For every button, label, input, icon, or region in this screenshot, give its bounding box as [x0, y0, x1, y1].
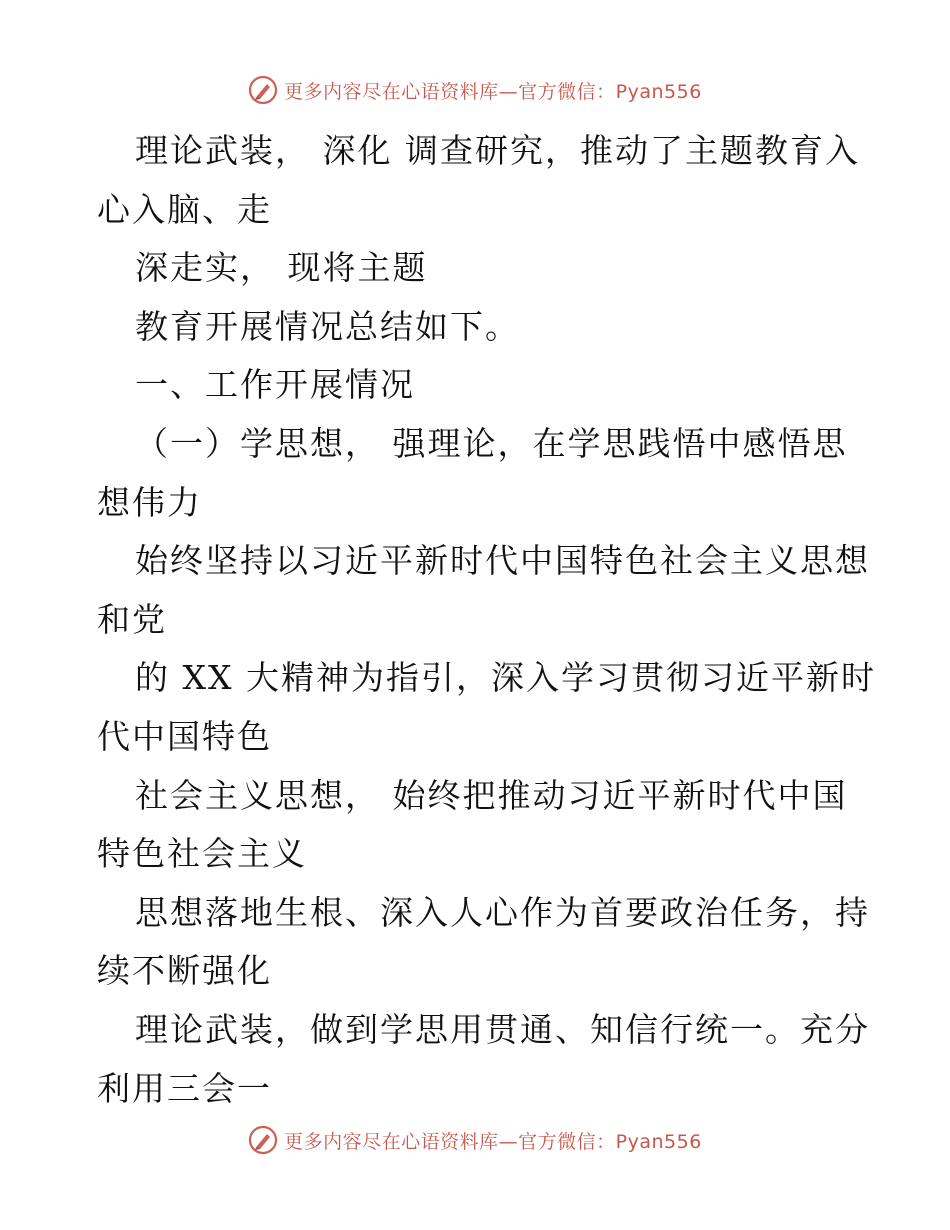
- footer-watermark-banner: [0, 1120, 950, 1160]
- text-line: 心入脑、走: [97, 189, 272, 229]
- text-line: （一）学思想， 强理论，在学思践悟中感悟思: [135, 423, 848, 463]
- pen-logo-icon: [248, 1125, 278, 1155]
- text-line: 社会主义思想， 始终把推动习近平新时代中国: [135, 775, 848, 815]
- document-body: [0, 122, 950, 1118]
- text-line: 思想落地生根、深入人心作为首要政治任务，持: [135, 892, 870, 932]
- text-line: 想伟力: [97, 482, 202, 522]
- text-line: 和党: [97, 599, 167, 639]
- text-line: 的 XX 大精神为指引，深入学习贯彻习近平新时: [135, 658, 876, 698]
- text-line: 教育开展情况总结如下。: [135, 306, 520, 346]
- text-line: 特色社会主义: [97, 834, 307, 874]
- header-watermark-banner: [0, 70, 950, 110]
- header-watermark-text: 更多内容尽在心语资料库—官方微信：Pyan556: [284, 80, 702, 103]
- text-line: 利用三会一: [97, 1068, 272, 1108]
- text-line: 深走实， 现将主题: [135, 248, 428, 288]
- pen-logo-icon: [248, 75, 278, 105]
- footer-watermark-text: 更多内容尽在心语资料库—官方微信：Pyan556: [284, 1130, 702, 1153]
- text-line: 理论武装，做到学思用贯通、知信行统一。充分: [135, 1009, 870, 1049]
- text-line: 续不断强化: [97, 951, 272, 991]
- text-line: 始终坚持以习近平新时代中国特色社会主义思想: [135, 541, 870, 581]
- text-line: 理论武装， 深化 调查研究，推动了主题教育入: [135, 131, 860, 170]
- text-line: 代中国特色: [97, 716, 272, 756]
- text-line: 一、工作开展情况: [135, 365, 415, 405]
